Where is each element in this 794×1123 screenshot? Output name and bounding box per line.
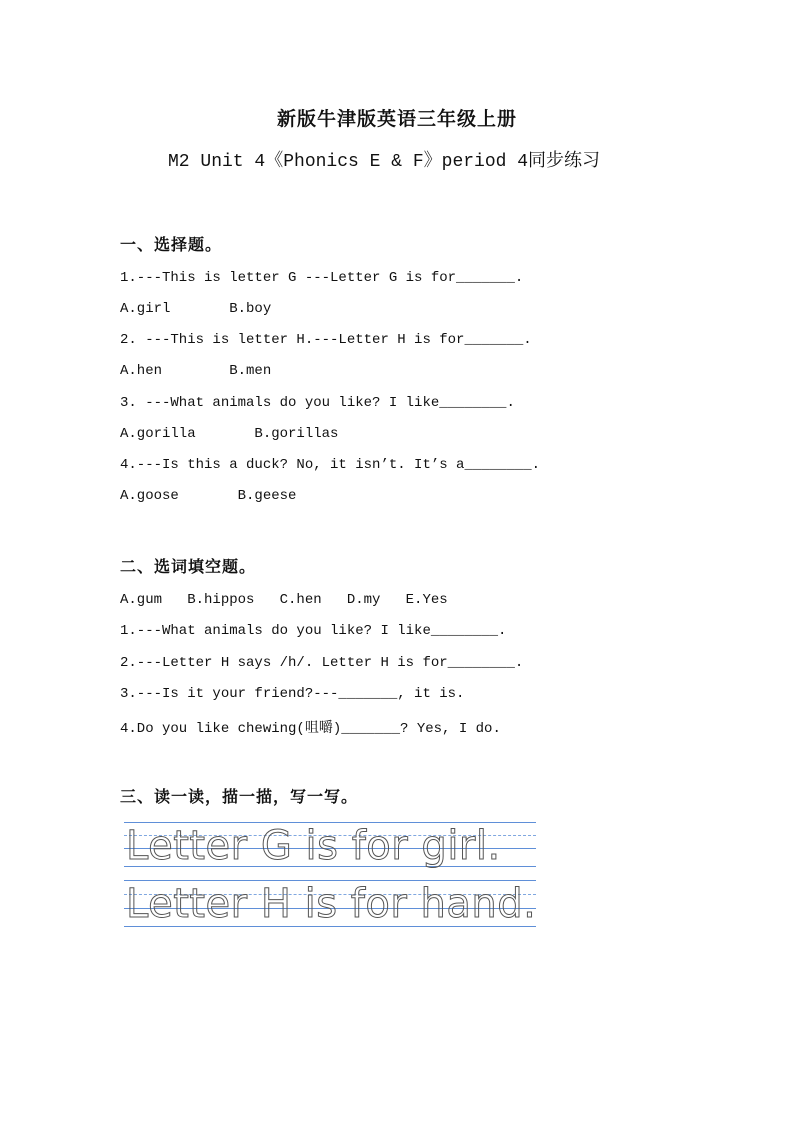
trace-text: Letter G is for girl. (126, 823, 501, 869)
section1-line: A.hen B.men (120, 363, 272, 379)
section2-line: 4.Do you like chewing(咀嚼)_______? Yes, I do. (120, 721, 501, 737)
section1-line: A.gorilla B.gorillas (120, 426, 339, 442)
section2-line: 1.---What animals do you like? I like________. (120, 623, 507, 639)
document-title: 新版牛津版英语三年级上册 (276, 108, 517, 130)
section1-line: 2. ---This is letter H.---Letter H is for_______. (120, 332, 532, 348)
trace-line-1 (124, 822, 536, 870)
section1-heading: 一、选择题。 (120, 235, 223, 254)
section1-line: A.goose B.geese (120, 488, 297, 504)
section2-line: 3.---Is it your friend?---_______, it is. (120, 686, 465, 702)
section1-line: 4.---Is this a duck? No, it isn’t. It’s a________. (120, 457, 541, 473)
section2-line: A.gum B.hippos C.hen D.my E.Yes (120, 592, 448, 608)
section2-line: 2.---Letter H says /h/. Letter H is for________. (120, 655, 524, 671)
trace-text: Letter H is for hand. (126, 881, 537, 927)
trace-line-2 (124, 880, 536, 928)
section3-heading: 三、读一读，描一描，写一写。 (120, 787, 359, 806)
document-subtitle: M2 Unit 4《Phonics E & F》period 4同步练习 (168, 152, 601, 172)
section1-line: 1.---This is letter G ---Letter G is for_______. (120, 270, 524, 286)
section1-line: A.girl B.boy (120, 301, 272, 317)
section2-heading: 二、选词填空题。 (120, 557, 257, 576)
section1-line: 3. ---What animals do you like? I like________. (120, 395, 515, 411)
